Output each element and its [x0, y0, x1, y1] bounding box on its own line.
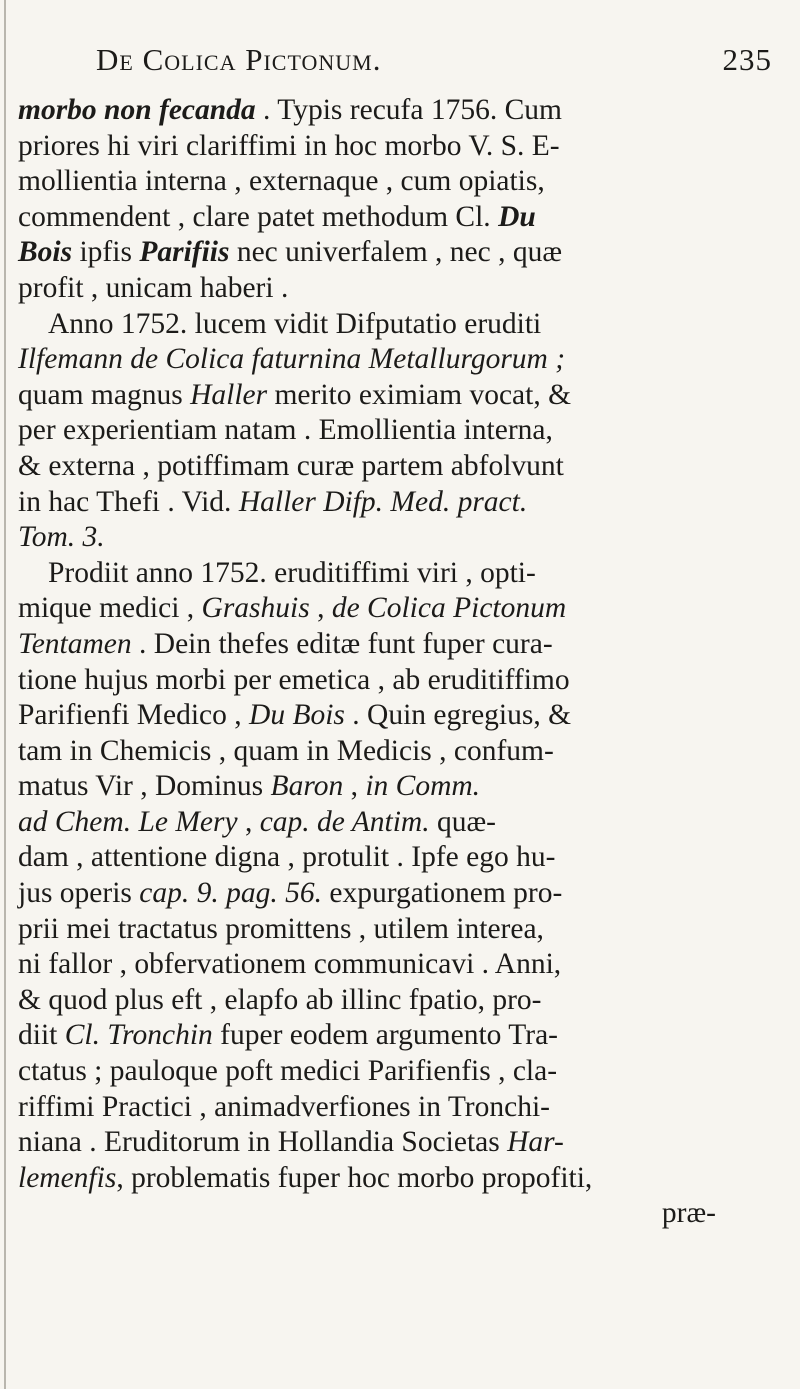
text-line	[18, 1161, 776, 1197]
text-line	[18, 342, 776, 378]
emphasized-text: Parifiis	[139, 236, 230, 269]
text-segment: nec univerfalem , nec , quæ	[229, 236, 563, 269]
body-text	[18, 93, 776, 1232]
text-line	[18, 840, 776, 876]
text-line	[18, 164, 776, 200]
text-line	[18, 485, 776, 521]
text-segment: jus operis	[18, 877, 140, 910]
text-segment: merito eximiam vocat, &	[267, 378, 572, 411]
text-segment: dam , attentione digna , protulit . Ipfe ego hu-	[18, 841, 556, 874]
emphasized-text: in Comm.	[365, 770, 481, 803]
text-segment: expurgationem pro-	[322, 877, 563, 910]
text-line	[18, 129, 776, 165]
emphasized-text: Haller	[190, 378, 268, 411]
text-segment: riffimi Practici , animadverfiones in Tronchi-	[18, 1090, 550, 1123]
running-title: De Colica Pictonum.	[96, 42, 382, 77]
emphasized-text: Tentamen	[18, 627, 132, 660]
text-line	[18, 1054, 776, 1090]
text-line	[18, 663, 776, 699]
text-line	[18, 805, 776, 841]
text-line	[18, 307, 776, 343]
text-line	[18, 413, 776, 449]
emphasized-text: ad Chem. Le Mery	[18, 805, 238, 838]
text-segment: quæ-	[429, 805, 496, 838]
text-segment: Parifienfi Medico ,	[18, 699, 250, 732]
text-segment: ipfis	[72, 236, 140, 269]
emphasized-text: Ilfemann de Colica faturnina Metallurgorum ;	[18, 343, 566, 376]
text-segment: ,	[237, 805, 260, 838]
text-segment: priores hi viri clariffimi in hoc morbo V. S. E-	[18, 129, 560, 162]
emphasized-text: Bois	[18, 236, 73, 269]
text-segment: ni fallor , obfervationem communicavi . Anni,	[18, 948, 562, 981]
emphasized-text: Du	[498, 200, 536, 233]
page-edge-shadow	[4, 0, 6, 1389]
text-segment: Prodiit anno 1752. eruditiffimi viri , opti-	[48, 556, 536, 589]
catchword: præ-	[661, 1197, 716, 1230]
text-line	[18, 235, 776, 271]
text-line	[18, 983, 776, 1019]
text-segment: & quod plus eft , elapfo ab illinc fpatio, pro-	[18, 983, 542, 1016]
text-line	[18, 520, 776, 556]
emphasized-text: cap. 9. pag. 56.	[139, 877, 322, 910]
text-segment: in hac Thefi . Vid.	[18, 485, 239, 518]
text-segment: ,	[309, 592, 332, 625]
text-line	[18, 1090, 776, 1126]
text-line	[18, 93, 776, 129]
text-segment: prii mei tractatus promittens , utilem interea,	[18, 912, 544, 945]
text-line	[18, 734, 776, 770]
text-line	[18, 591, 776, 627]
page-number: 235	[722, 42, 772, 77]
emphasized-text: de Colica Pictonum	[331, 592, 567, 625]
text-segment: diit	[18, 1019, 65, 1052]
text-line	[18, 876, 776, 912]
text-segment: . Quin egregius, &	[344, 699, 572, 732]
text-segment: quam magnus	[18, 378, 191, 411]
text-line	[18, 1125, 776, 1161]
text-segment: mollientia interna , externaque , cum opiatis,	[18, 165, 545, 198]
text-segment: fuper eodem argumento Tra-	[212, 1019, 558, 1052]
text-segment: profit , unicam haberi .	[18, 271, 289, 304]
text-segment: mique medici ,	[18, 592, 202, 625]
text-line	[18, 627, 776, 663]
text-segment: . Dein thefes editæ funt fuper cura-	[131, 627, 553, 660]
text-segment: Anno 1752. lucem vidit Difputatio eruditi	[48, 307, 542, 340]
emphasized-text: cap. de Antim.	[259, 805, 430, 838]
text-segment: matus Vir , Dominus	[18, 770, 271, 803]
text-line	[18, 200, 776, 236]
emphasized-text: Har-	[507, 1126, 564, 1159]
text-line	[18, 947, 776, 983]
emphasized-text: morbo non fecanda	[18, 94, 256, 126]
text-line	[18, 1018, 776, 1054]
emphasized-text: Baron	[270, 770, 344, 803]
text-segment: & externa , potiffimam curæ partem abfolvunt	[18, 449, 564, 482]
page-header	[18, 42, 772, 86]
text-line	[18, 271, 776, 307]
text-segment: , problematis fuper hoc morbo propofiti,	[116, 1161, 593, 1194]
text-segment: ,	[343, 770, 366, 803]
text-line	[18, 449, 776, 485]
emphasized-text: Cl. Tronchin	[64, 1019, 213, 1052]
emphasized-text: Du Bois	[249, 699, 345, 732]
emphasized-text: Haller Difp. Med. pract.	[238, 485, 528, 518]
text-line	[18, 912, 776, 948]
emphasized-text: lemenfis	[18, 1161, 117, 1194]
emphasized-text: Tom. 3.	[18, 521, 105, 554]
emphasized-text: Grashuis	[201, 592, 310, 625]
text-segment: tam in Chemicis , quam in Medicis , confum-	[18, 734, 554, 767]
text-segment: . Typis recufa 1756. Cum	[255, 94, 562, 126]
text-line	[18, 556, 776, 592]
text-segment: commendent , clare patet methodum Cl.	[18, 200, 499, 233]
text-line	[18, 769, 776, 805]
text-line	[18, 698, 776, 734]
text-line	[18, 378, 776, 414]
text-segment: per experientiam natam . Emollientia interna,	[18, 414, 553, 447]
text-segment: ctatus ; pauloque poft medici Parifienfis , cla-	[18, 1055, 558, 1088]
text-segment: niana . Eruditorum in Hollandia Societas	[18, 1126, 508, 1159]
text-segment: tione hujus morbi per emetica , ab eruditiffimo	[18, 663, 570, 696]
